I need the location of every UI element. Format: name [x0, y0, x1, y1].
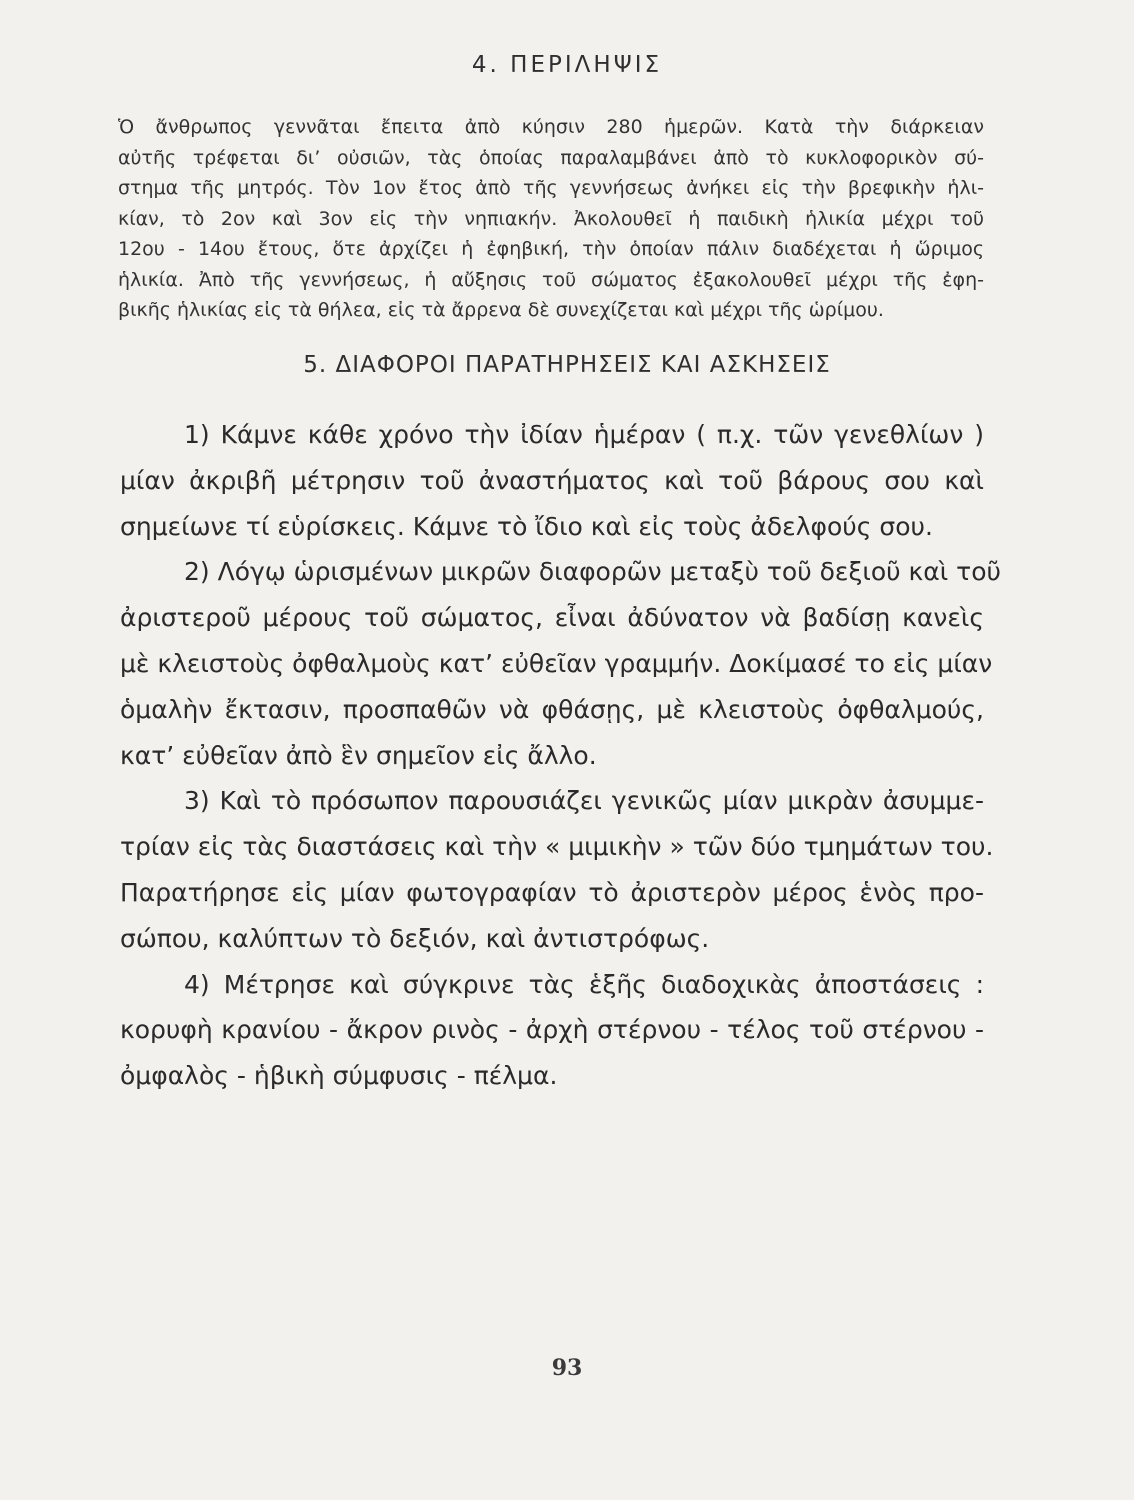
exercise-1-line: 1) Κάμνε κάθε χρόνο τὴν ἰδίαν ἡμέραν ( π.χ. τῶν γενεθλίων ): [184, 420, 984, 449]
paragraph-line: στημα τῆς μητρός. Τὸν 1ον ἔτος ἀπὸ τῆς γεννήσεως ἀνήκει εἰς τὴν βρεφικὴν ἡλι-: [118, 177, 984, 199]
paragraph-line: Ὁ ἄνθρωπος γεννᾶται ἔπειτα ἀπὸ κύησιν 280 ἡμερῶν. Κατὰ τὴν διάρκειαν: [118, 116, 984, 138]
exercise-2-line: μὲ κλειστοὺς ὀφθαλμοὺς κατ’ εὐθεῖαν γραμμήν. Δοκίμασέ το εἰς μίαν: [120, 648, 993, 678]
exercise-2-line: ἀριστεροῦ μέρους τοῦ σώματος, εἶναι ἀδύνατον νὰ βαδίσῃ κανεὶς: [120, 603, 984, 633]
exercise-1-line: μίαν ἀκριβῆ μέτρησιν τοῦ ἀναστήματος καὶ τοῦ βάρους σου καὶ: [120, 465, 984, 495]
exercise-4-line: 4) Μέτρησε καὶ σύγκρινε τὰς ἑξῆς διαδοχικὰς ἀποστάσεις :: [184, 969, 984, 999]
exercise-2-line: ὁμαλὴν ἔκτασιν, προσπαθῶν νὰ φθάσῃς, μὲ κλειστοὺς ὀφθαλμούς,: [120, 694, 984, 724]
exercise-3-line: Παρατήρησε εἰς μίαν φωτογραφίαν τὸ ἀριστερὸν μέρος ἑνὸς προ-: [120, 877, 984, 907]
exercise-2-line: κατ’ εὐθεῖαν ἀπὸ ἓν σημεῖον εἰς ἄλλο.: [120, 740, 597, 770]
paragraph-line: ἡλικία. Ἀπὸ τῆς γεννήσεως, ἡ αὔξησις τοῦ σώματος ἐξακολουθεῖ μέχρι τῆς ἐφη-: [118, 268, 984, 291]
paragraph-line: βικῆς ἡλικίας εἰς τὰ θήλεα, εἰς τὰ ἄρρενα δὲ συνεχίζεται καὶ μέχρι τῆς ὡρίμου.: [118, 299, 884, 321]
section-5-heading: 5. ΔΙΑΦΟΡΟΙ ΠΑΡΑΤΗΡΗΣΕΙΣ ΚΑΙ ΑΣΚΗΣΕΙΣ: [303, 352, 831, 378]
paragraph-line: 12ου - 14ου ἔτους, ὅτε ἀρχίζει ἡ ἐφηβική, τὴν ὁποίαν πάλιν διαδέχεται ἡ ὥριμος: [118, 238, 984, 260]
exercise-3-line: σώπου, καλύπτων τὸ δεξιόν, καὶ ἀντιστρόφως.: [120, 923, 710, 953]
page-number: 93: [551, 1355, 583, 1381]
section-5-exercises: [120, 412, 1001, 1099]
exercise-3-line: τρίαν εἰς τὰς διαστάσεις καὶ τὴν « μιμικὴν » τῶν δύο τμημάτων του.: [120, 832, 994, 862]
exercise-4-line: κορυφὴ κρανίου - ἄκρον ρινὸς - ἀρχὴ στέρνου - τέλος τοῦ στέρνου -: [120, 1015, 984, 1045]
section-4-heading: 4. ΠΕΡΙΛΗΨΙΣ: [471, 52, 663, 78]
exercise-1-line: σημείωνε τί εὑρίσκεις. Κάμνε τὸ ἴδιο καὶ εἰς τοὺς ἀδελφούς σου.: [120, 511, 933, 541]
section-4-paragraph: [118, 112, 984, 326]
exercise-3-line: 3) Καὶ τὸ πρόσωπον παρουσιάζει γενικῶς μίαν μικρὰν ἀσυμμε-: [184, 786, 984, 816]
paragraph-line: κίαν, τὸ 2ον καὶ 3ον εἰς τὴν νηπιακήν. Ἀκολουθεῖ ἡ παιδικὴ ἡλικία μέχρι τοῦ: [118, 207, 984, 230]
paragraph-line: αὐτῆς τρέφεται δι’ οὐσιῶν, τὰς ὁποίας παραλαμβάνει ἀπὸ τὸ κυκλοφορικὸν σύ-: [118, 146, 984, 169]
exercise-2-line: 2) Λόγῳ ὡρισμένων μικρῶν διαφορῶν μεταξὺ τοῦ δεξιοῦ καὶ τοῦ: [184, 557, 1001, 587]
exercise-4-line: ὀμφαλὸς - ἡβικὴ σύμφυσις - πέλμα.: [120, 1061, 558, 1091]
